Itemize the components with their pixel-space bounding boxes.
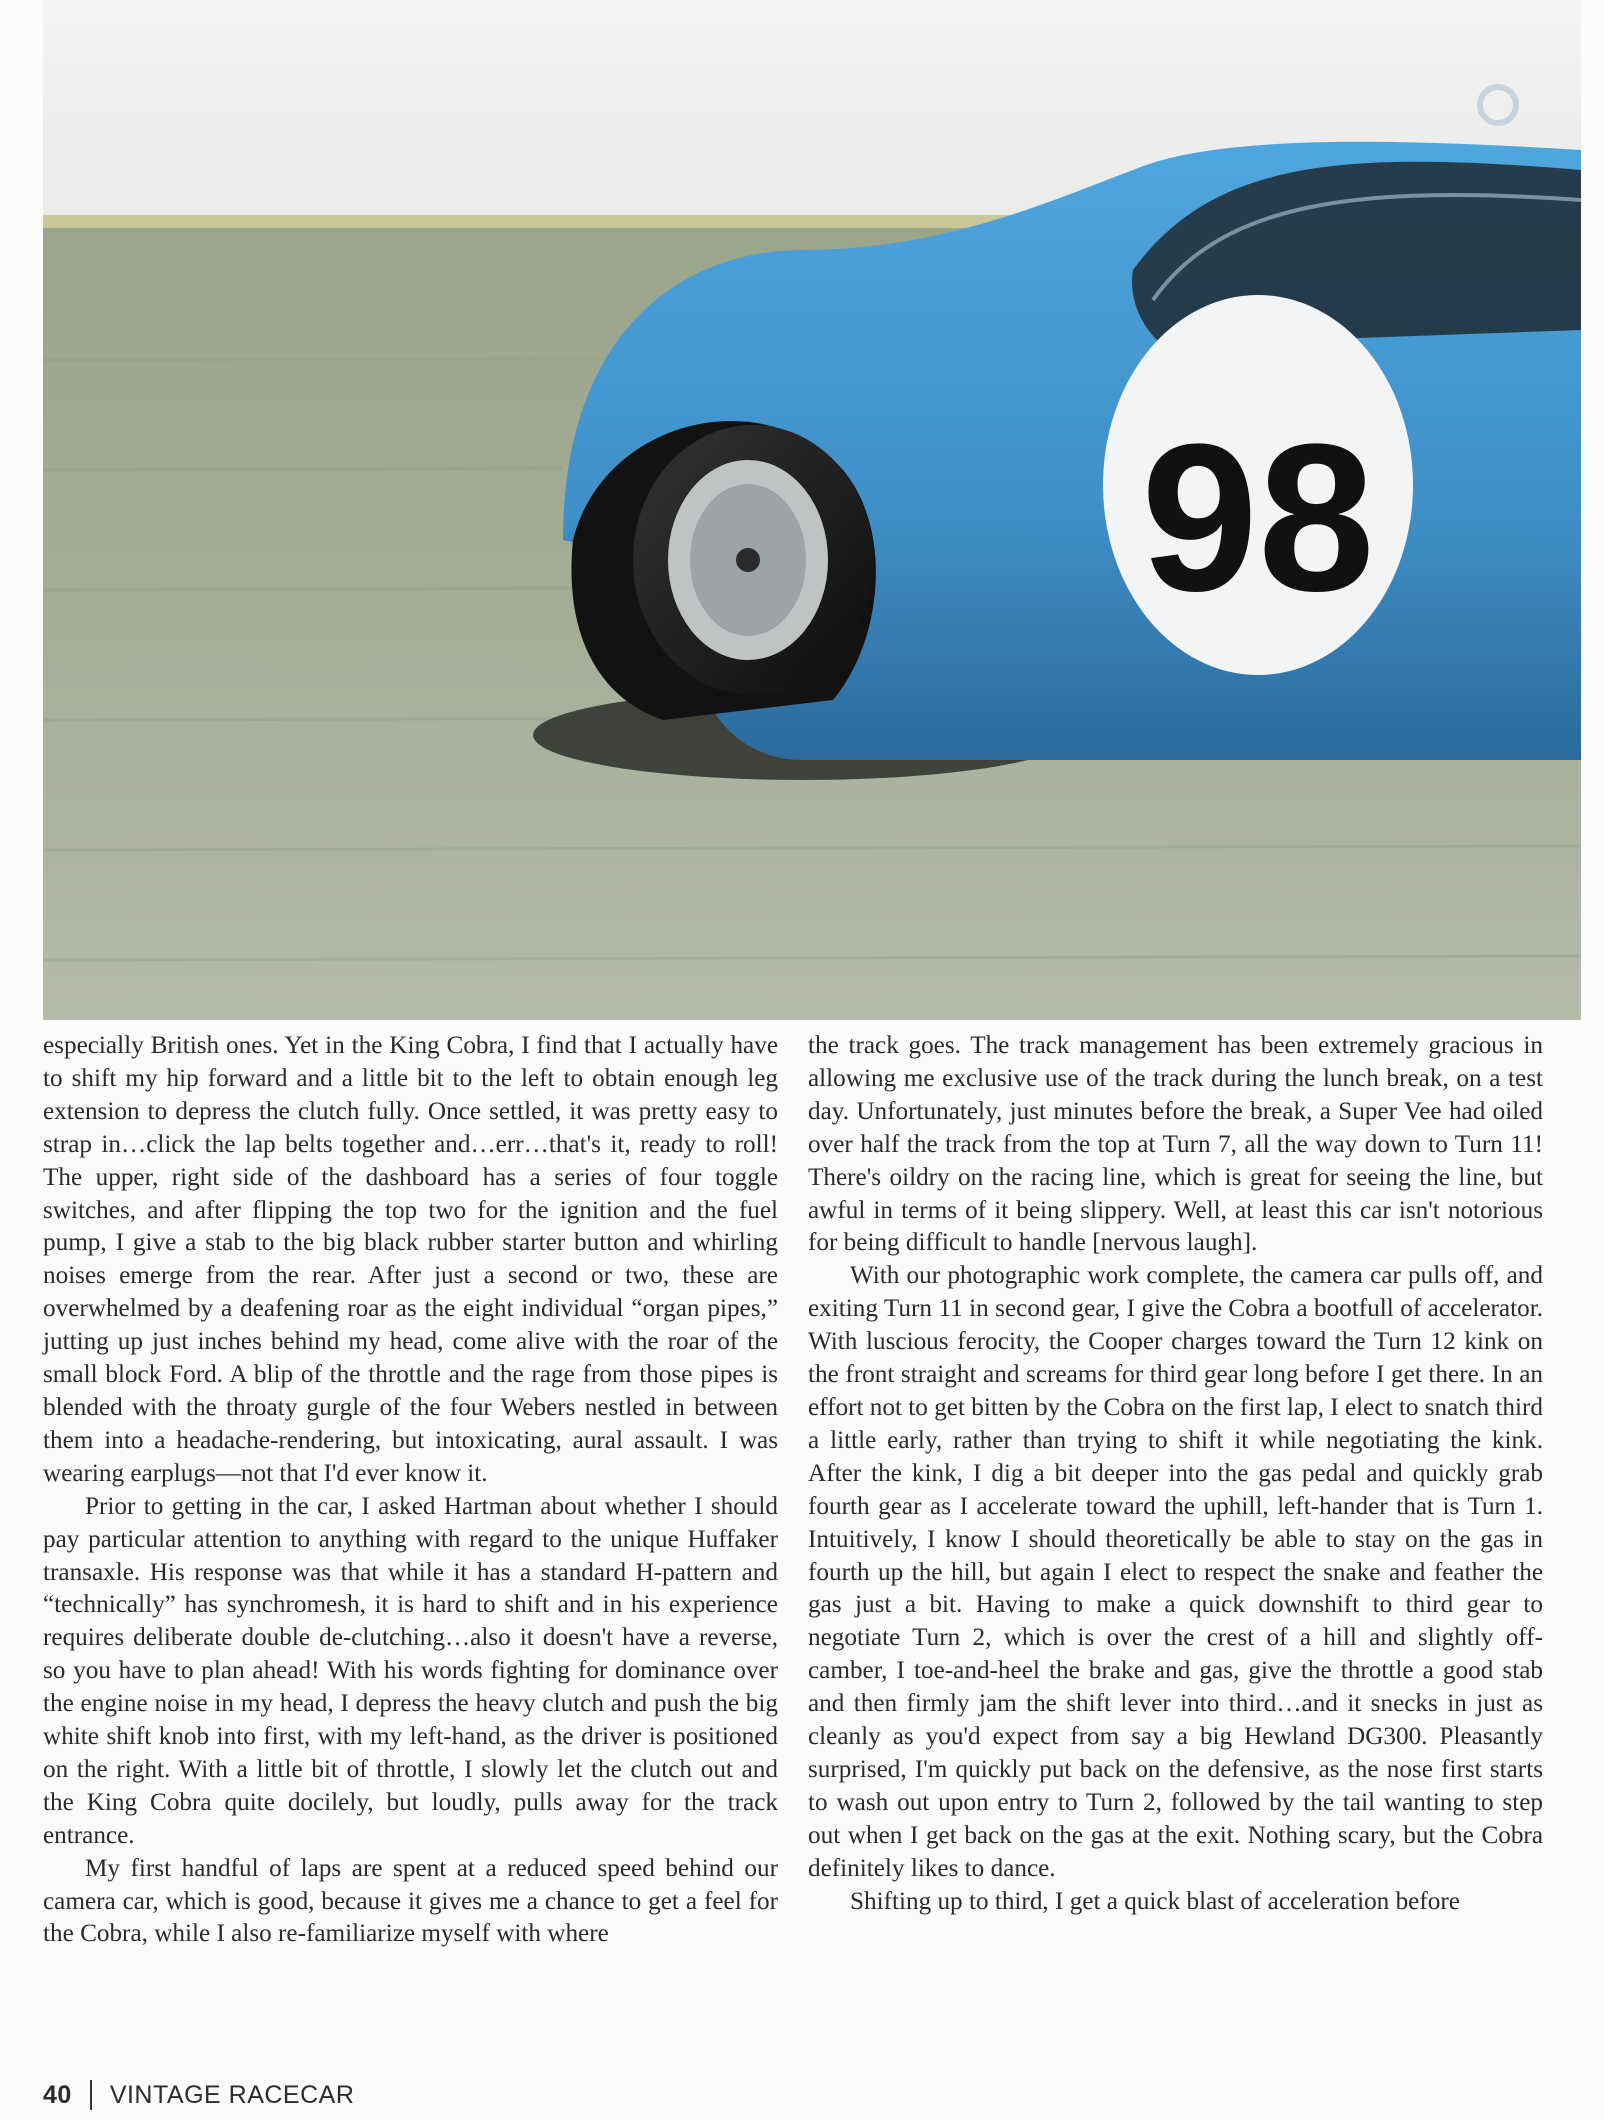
footer-divider [90, 2080, 92, 2110]
paragraph: With our photographic work complete, the camera car pulls off, and exiting Turn 11 in second gear, I give the Cobra a bootfull of accelerator. With luscious ferocity, the Cooper charges toward the Turn 12 kink on the front straight and screams for third gear long before I get there. In an effort not to get bitten by the Cobra on the first lap, I elect to snatch third a little early, rather than trying to shift it while negotiating the kink. After the kink, I dig a bit deeper into the gas pedal and quickly grab fourth gear as I accelerate toward the uphill, left-hander that is Turn 1. Intuitively, I know I should theoretically be able to stay on the gas in fourth up the hill, but again I elect to respect the snake and feather the gas just a bit. Having to make a quick downshift to third gear to negotiate Turn 2, which is over the crest of a hill and slightly off-camber, I toe-and-heel the brake and gas, give the throttle a good stab and then firmly jam the shift lever into third…and it snecks in just as cleanly as you'd expect from say a big Hewland DG300. Pleasantly surprised, I'm quickly put back on the defensive, as the nose first starts to wash out upon entry to Turn 2, followed by the tail wanting to step out when I get back on the gas at the exit. Nothing scary, but the Cobra definitely likes to dance. [808, 1262, 1543, 1882]
article-right-column [808, 1030, 1543, 1918]
paragraph: Shifting up to third, I get a quick blast of acceleration before [850, 1887, 1460, 1915]
page-footer [43, 2080, 354, 2110]
paragraph: Prior to getting in the car, I asked Hartman about whether I should pay particular attention to anything with regard to the unique Huffaker transaxle. His response was that while it has a standard H-pattern and “technically” has synchromesh, it is hard to shift and in his experience requires deliberate double de-clutching…also it doesn't have a reverse, so you have to plan ahead! With his words fighting for dominance over the engine noise in my head, I depress the heavy clutch and push the big white shift knob into first, with my left-hand, as the driver is positioned on the right. With a little bit of throttle, I slowly let the clutch out and the King Cobra quite docilely, but loudly, pulls away for the track entrance. [43, 1492, 778, 1849]
page-number: 40 [43, 2080, 72, 2109]
car-number: 98 [1141, 400, 1375, 635]
race-car-photo [43, 0, 1581, 1020]
article-left-column [43, 1030, 778, 1951]
paragraph: My first handful of laps are spent at a reduced speed behind our camera car, which is good, because it gives me a chance to get a feel for the Cobra, while I also re-familiarize myself with where [43, 1854, 778, 1948]
paragraph: the track goes. The track management has been extremely gracious in allowing me exclusive use of the track during the lunch break, on a test day. Unfortunately, just minutes before the break, a Super Vee had oiled over half the track from the top at Turn 7, all the way down to Turn 11! There's oildry on the racing line, which is great for seeing the line, but awful in terms of it being slippery. Well, at least this car isn't notorious for being difficult to handle [nervous laugh]. [808, 1032, 1543, 1257]
magazine-name: VINTAGE RACECAR [109, 2080, 355, 2109]
race-car-illustration [43, 0, 1581, 1020]
paragraph: especially British ones. Yet in the King Cobra, I find that I actually have to shift my hip forward and a little bit to the left to obtain enough leg extension to depress the clutch fully. Once settled, it was pretty easy to strap in…click the lap belts together and…err…that's it, ready to roll! The upper, right side of the dashboard has a series of four toggle switches, and after flipping the top two for the ignition and the fuel pump, I give a stab to the big black rubber starter button and whirling noises emerge from the rear. After just a second or two, these are overwhelmed by a deafening roar as the eight individual “organ pipes,” jutting up just inches behind my head, come alive with the roar of the small block Ford. A blip of the throttle and the rage from those pipes is blended with the throaty gurgle of the four Webers nestled in between them into a headache-rendering, but intoxicating, aural assault. I was wearing earplugs—not that I'd ever know it. [43, 1032, 778, 1487]
